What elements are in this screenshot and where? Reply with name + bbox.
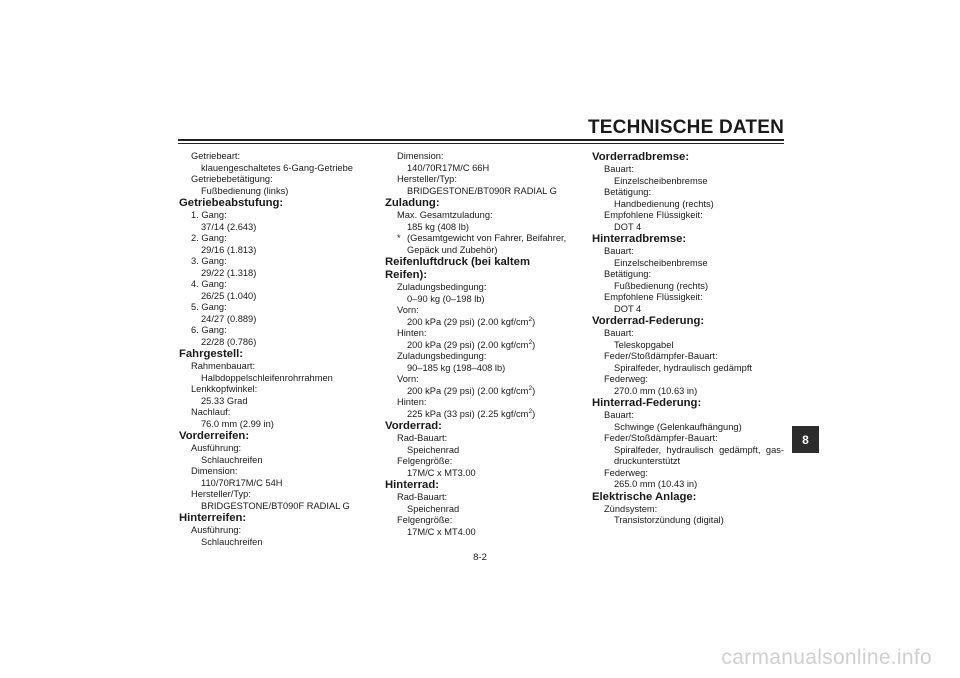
spec-label: Rad-Bauart: (397, 433, 448, 443)
superscript: 2 (528, 384, 533, 392)
superscript: 2 (528, 315, 533, 323)
spec-value: 29/22 (1.318) (201, 267, 257, 278)
spec-section-heading: Vorderrad: (385, 420, 442, 432)
spec-value: 26/25 (1.040) (201, 290, 257, 301)
spec-value-suffix: ) (532, 385, 536, 396)
spec-value (385, 317, 575, 329)
spec-label: 3. Gang: (191, 256, 227, 266)
spec-section-heading: Vorderradbremse: (592, 151, 690, 163)
superscript: 2 (528, 407, 533, 415)
spec-value: 140/70R17M/C 66H (407, 162, 490, 173)
spec-section-heading: Elektrische Anlage: (592, 490, 697, 503)
spec-label: Zuladungsbedingung: (397, 282, 487, 292)
spec-label: Feder/Stoßdämpfer-Bauart: (604, 351, 718, 361)
spec-label: Ausführung: (191, 443, 242, 453)
spec-label: Empfohlene Flüssigkeit: (604, 292, 703, 302)
spec-value-text: 225 kPa (33 psi) (2.25 kgf/cm (407, 408, 529, 419)
spec-label: 5. Gang: (191, 302, 227, 312)
spec-value: Schlauchreifen (201, 454, 263, 465)
spec-label: Feder/Stoßdämpfer-Bauart: (604, 433, 718, 443)
spec-section-heading: Hinterrad-Federung: (592, 397, 702, 409)
spec-value: Handbedienung (rechts) (614, 198, 714, 209)
spec-label: Bauart: (604, 410, 634, 420)
spec-value: 110/70R17M/C 54H (201, 477, 283, 488)
spec-value: 0–90 kg (0–198 lb) (407, 293, 485, 304)
spec-section-heading: Hinterreifen: (179, 512, 247, 524)
spec-value-text: 200 kPa (29 psi) (2.00 kgf/cm (407, 339, 529, 350)
spec-label: Bauart: (604, 246, 634, 256)
spec-column-3 (592, 151, 784, 527)
spec-value: Speichenrad (407, 444, 460, 455)
spec-value-suffix: ) (532, 316, 536, 327)
spec-label: 6. Gang: (191, 325, 227, 335)
spec-label: Felgengröße: (397, 515, 453, 525)
spec-value: Speichenrad (407, 503, 460, 514)
spec-value-suffix: ) (532, 339, 536, 350)
spec-label: Bauart: (604, 328, 634, 338)
footnote-text: (Gesamtgewicht von Fahrer, Beifahrer, Gepäck und Zubehör) (407, 233, 567, 255)
spec-value: Einzelscheibenbremse (614, 257, 708, 268)
spec-value: Teleskopgabel (614, 339, 674, 350)
spec-label: Zündsystem: (604, 503, 658, 514)
spec-label: Max. Gesamtzuladung: (397, 210, 493, 220)
watermark: carmanualsonline.info (721, 646, 932, 669)
spec-value: Schwinge (Gelenkaufhängung) (614, 421, 742, 432)
spec-column-1 (179, 151, 369, 548)
spec-value-text: 200 kPa (29 psi) (2.00 kgf/cm (407, 385, 529, 396)
spec-value: 90–185 kg (198–408 lb) (407, 362, 506, 373)
spec-value: 17M/C x MT4.00 (407, 526, 476, 537)
spec-label: Getriebebetätigung: (191, 174, 273, 184)
spec-section-heading: Getriebeabstufung: (179, 197, 284, 209)
spec-value-suffix: ) (532, 408, 536, 419)
spec-value: DOT 4 (614, 303, 642, 314)
spec-section-heading: Vorderreifen: (179, 430, 250, 442)
spec-value: Einzelscheibenbremse (614, 175, 708, 186)
spec-label: Rahmenbauart: (191, 361, 256, 371)
spec-value: Spiralfeder, hydraulisch gedämpft (614, 362, 752, 373)
spec-label: Federweg: (604, 467, 648, 478)
spec-section-heading: Reifenluftdruck (bei kaltem Reifen): (385, 256, 531, 281)
spec-value: DOT 4 (614, 221, 642, 232)
page-number: 8-2 (473, 552, 487, 563)
spec-value: 265.0 mm (10.43 in) (614, 479, 698, 489)
spec-label: Ausführung: (191, 525, 242, 535)
spec-value: klauengeschaltetes 6-Gang-Getriebe (201, 162, 353, 173)
spec-label: Zuladungsbedingung: (397, 351, 487, 361)
spec-value (385, 340, 575, 352)
spec-value: 17M/C x MT3.00 (407, 467, 476, 478)
spec-label: 2. Gang: (191, 233, 227, 243)
spec-label: Rad-Bauart: (397, 492, 448, 502)
spec-footnote (385, 233, 575, 256)
spec-label: Dimension: (191, 466, 238, 476)
spec-label: Hinten: (397, 397, 427, 407)
header-rule-thin (178, 143, 784, 144)
spec-label: Hersteller/Typ: (397, 174, 457, 184)
spec-value: 24/27 (0.889) (201, 313, 257, 324)
spec-value: 270.0 mm (10.63 in) (614, 385, 698, 396)
spec-label: Betätigung: (604, 269, 652, 279)
spec-label: Dimension: (397, 151, 444, 161)
spec-column-2 (385, 151, 575, 538)
spec-label: Vorn: (397, 374, 419, 384)
spec-value: druckunterstützt (614, 456, 681, 466)
spec-label: 4. Gang: (191, 279, 227, 289)
spec-value: Schlauchreifen (201, 536, 263, 547)
spec-label: Vorn: (397, 305, 419, 315)
spec-label: Nachlauf: (191, 407, 231, 417)
spec-value-text: 200 kPa (29 psi) (2.00 kgf/cm (407, 316, 529, 327)
spec-label: Empfohlene Flüssigkeit: (604, 210, 703, 220)
spec-value: Fußbedienung (rechts) (614, 280, 709, 291)
spec-value: BRIDGESTONE/BT090F RADIAL G (201, 500, 350, 511)
spec-section-heading: Zuladung: (385, 197, 440, 209)
spec-value: 25.33 Grad (201, 395, 248, 406)
spec-value: Spiralfeder, hydraulisch gedämpft, gas- (614, 444, 784, 455)
spec-label: Federweg: (604, 374, 648, 384)
spec-label: Hersteller/Typ: (191, 489, 251, 499)
page-title: TECHNISCHE DATEN (587, 117, 784, 138)
superscript: 2 (528, 338, 533, 346)
spec-value (385, 386, 575, 398)
spec-label: 1. Gang: (191, 210, 227, 220)
spec-value: 22/28 (0.786) (201, 336, 257, 347)
spec-section-heading: Vorderrad-Federung: (592, 315, 705, 327)
spec-value: 76.0 mm (2.99 in) (201, 418, 274, 429)
spec-label: Betätigung: (604, 187, 652, 197)
spec-section-heading: Hinterradbremse: (592, 233, 687, 245)
spec-value: Halbdoppelschleifenrohrrahmen (201, 372, 333, 383)
spec-section-heading: Hinterrad: (385, 479, 439, 491)
spec-label: Hinten: (397, 328, 427, 338)
footnote-mark: * (397, 233, 401, 243)
spec-value: Fußbedienung (links) (201, 185, 289, 196)
spec-value: 29/16 (1.813) (201, 244, 257, 255)
spec-label: Lenkkopfwinkel: (191, 384, 258, 394)
header-rule-thick (178, 139, 784, 141)
spec-value: BRIDGESTONE/BT090R RADIAL G (407, 185, 557, 196)
chapter-tab: 8 (792, 426, 819, 453)
spec-label: Bauart: (604, 164, 634, 174)
spec-label: Getriebeart: (191, 151, 241, 161)
spec-value: 185 kg (408 lb) (407, 221, 470, 232)
spec-label: Felgengröße: (397, 456, 453, 466)
spec-value (385, 409, 575, 421)
spec-value: 37/14 (2.643) (201, 221, 257, 232)
spec-value: Transistorzündung (digital) (614, 515, 724, 525)
spec-section-heading: Fahrgestell: (179, 348, 244, 360)
